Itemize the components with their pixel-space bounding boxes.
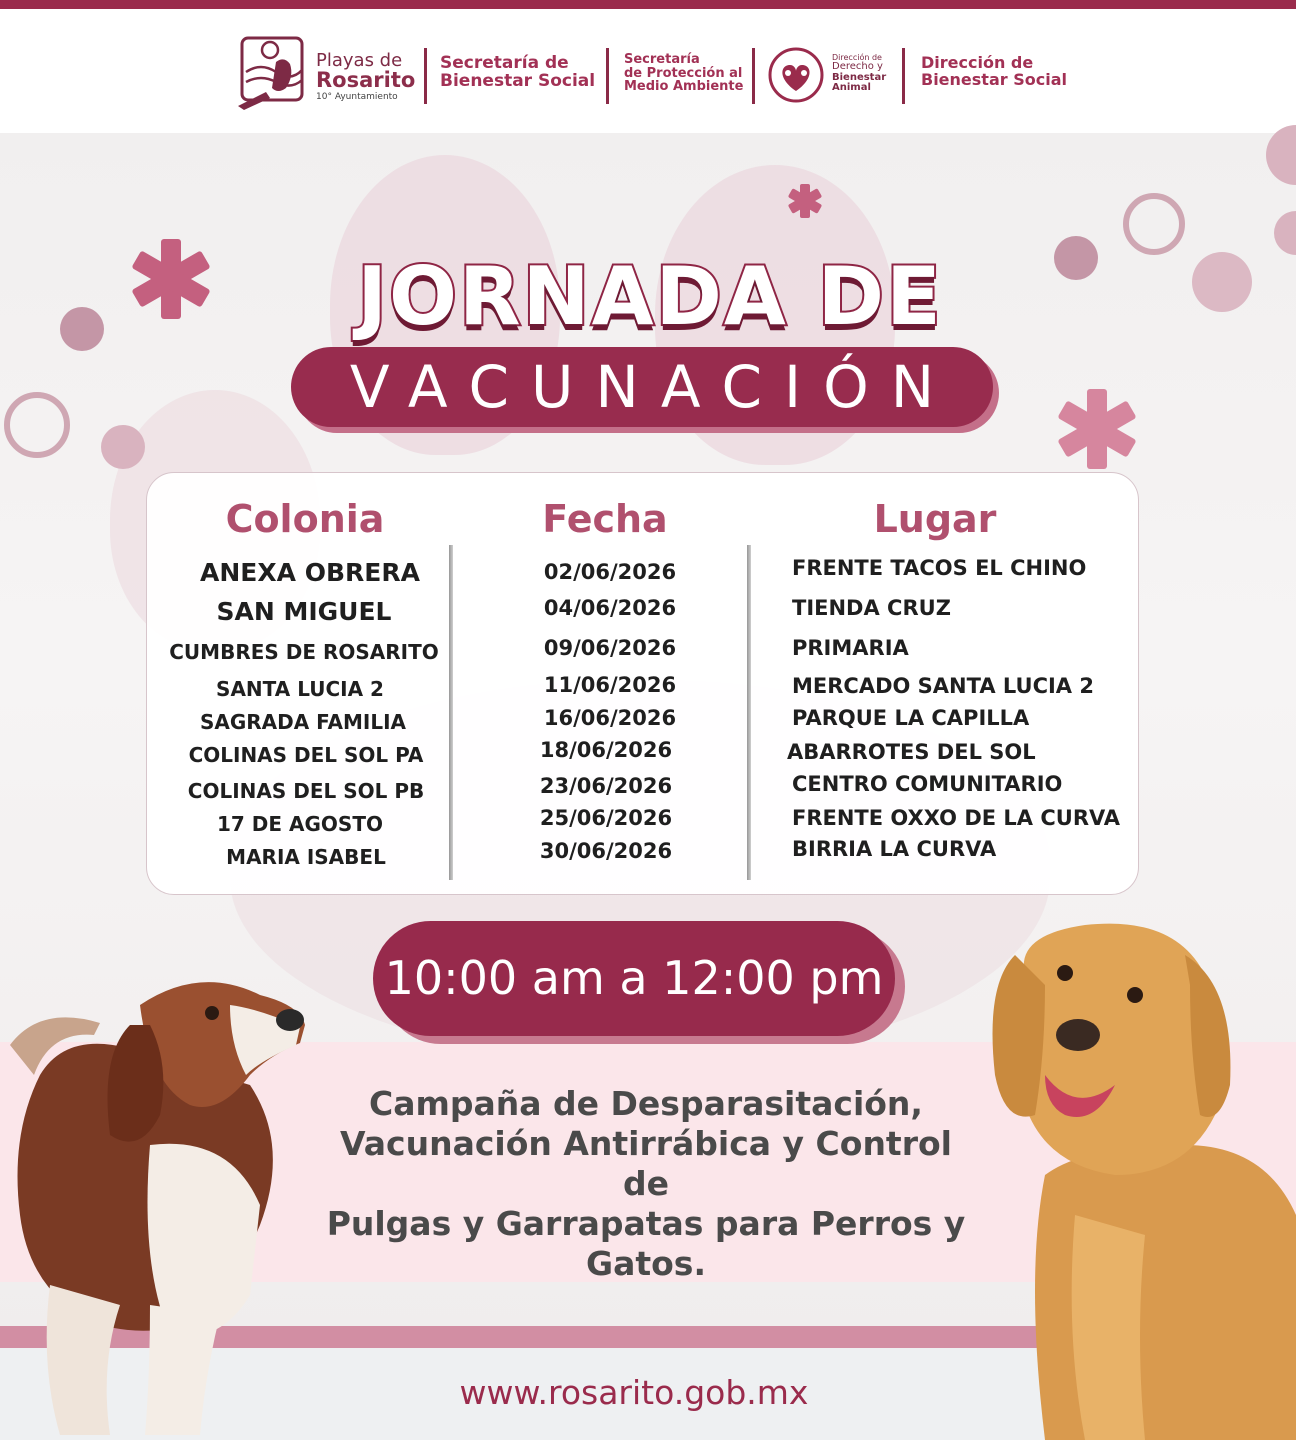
- header-lugar: Lugar: [873, 497, 997, 541]
- rosarito-line1: Playas de: [316, 50, 403, 71]
- schedule-time: 10:00 am a 12:00 pm: [384, 951, 884, 1005]
- cell-fecha: 25/06/2026: [539, 806, 673, 830]
- dept-proteccion-ambiente: [624, 53, 743, 94]
- cell-colonia: MARIA ISABEL: [226, 845, 386, 869]
- cell-colonia: SAGRADA FAMILIA: [199, 710, 407, 734]
- dept3-line3: Bienestar: [832, 71, 887, 83]
- cell-fecha: 18/06/2026: [539, 738, 673, 762]
- dept3-line1: Dirección de: [832, 53, 882, 62]
- cell-colonia: 17 DE AGOSTO: [217, 812, 383, 836]
- cell-lugar: PARQUE LA CAPILLA: [792, 706, 1030, 730]
- cell-colonia: COLINAS DEL SOL PB: [187, 779, 425, 803]
- rosarito-city-logo-icon: [236, 32, 310, 112]
- website-url[interactable]: www.rosarito.gob.mx: [459, 1373, 809, 1412]
- beagle-dog-illustration: [0, 965, 320, 1440]
- cell-fecha: 30/06/2026: [539, 839, 673, 863]
- dept2-line3: Medio Ambiente: [624, 79, 744, 95]
- circle-icon: [0, 380, 170, 480]
- dept2-line2: de Protección al: [624, 65, 743, 81]
- dept3-line4: Animal: [832, 82, 871, 94]
- dept-direccion-bienestar: [921, 55, 1067, 89]
- header-divider: [424, 48, 427, 104]
- rosarito-line2: Rosarito: [316, 68, 416, 92]
- campaign-line3: Pulgas y Garrapatas para Perros y: [326, 1204, 966, 1243]
- dept-bienestar-social: [440, 55, 595, 91]
- cell-lugar: MERCADO SANTA LUCIA 2: [792, 674, 1094, 698]
- schedule-time-pill: [373, 921, 895, 1036]
- asterisk-icon: [128, 238, 214, 320]
- cell-lugar: TIENDA CRUZ: [792, 596, 951, 620]
- dept1-line2: Bienestar Social: [440, 70, 596, 91]
- cell-colonia: SANTA LUCIA 2: [216, 677, 384, 701]
- dept1-line1: Secretaría de: [440, 53, 569, 73]
- labrador-puppy-illustration: [985, 915, 1296, 1440]
- cell-fecha: 09/06/2026: [543, 636, 677, 660]
- title-vacunacion-pill: [291, 347, 993, 427]
- header-fecha: Fecha: [542, 497, 668, 541]
- campaign-line2: Vacunación Antirrábica y Control de: [340, 1124, 952, 1203]
- cell-lugar: CENTRO COMUNITARIO: [792, 772, 1063, 796]
- dept4-line2: Bienestar Social: [921, 69, 1067, 89]
- header-divider: [752, 48, 755, 104]
- campaign-description: [316, 1084, 976, 1284]
- animal-welfare-heart-icon: [768, 47, 828, 103]
- header-colonia: Colonia: [225, 497, 385, 541]
- cell-lugar: FRENTE TACOS EL CHINO: [792, 556, 1087, 580]
- campaign-line1: Campaña de Desparasitación,: [369, 1084, 923, 1123]
- cell-lugar: BIRRIA LA CURVA: [792, 837, 997, 861]
- header-divider: [902, 48, 905, 104]
- rosarito-line3: 10° Ayuntamiento: [316, 92, 398, 102]
- rosarito-wordmark: [316, 52, 415, 102]
- campaign-line4: Gatos.: [586, 1244, 706, 1283]
- cell-fecha: 02/06/2026: [543, 560, 677, 584]
- cell-fecha: 16/06/2026: [543, 706, 677, 730]
- cell-fecha: 04/06/2026: [543, 596, 677, 620]
- cell-colonia: SAN MIGUEL: [216, 597, 392, 626]
- circle-icon: [1050, 125, 1296, 325]
- dept4-line1: Dirección de: [921, 53, 1034, 72]
- cell-lugar: FRENTE OXXO DE LA CURVA: [792, 806, 1121, 830]
- top-accent-bar: [0, 0, 1296, 9]
- title-jornada: JORNADA DE: [357, 250, 943, 343]
- dept2-line1: Secretaría: [624, 52, 700, 67]
- asterisk-icon: [1054, 388, 1140, 470]
- cell-lugar: PRIMARIA: [792, 636, 909, 660]
- circle-icon: [58, 307, 108, 357]
- cell-colonia: CUMBRES DE ROSARITO: [169, 640, 439, 664]
- cell-lugar: ABARROTES DEL SOL: [787, 740, 1036, 764]
- cell-colonia: ANEXA OBRERA: [200, 558, 420, 587]
- cell-fecha: 23/06/2026: [539, 774, 673, 798]
- header-divider: [606, 48, 609, 104]
- cell-colonia: COLINAS DEL SOL PA: [188, 743, 424, 767]
- dept3-line2: Derecho y: [832, 61, 883, 73]
- asterisk-icon: [786, 183, 824, 219]
- title-vacunacion: VACUNACIÓN: [349, 353, 957, 421]
- cell-fecha: 11/06/2026: [543, 673, 677, 697]
- dept-derecho-bienestar-animal: [832, 54, 886, 94]
